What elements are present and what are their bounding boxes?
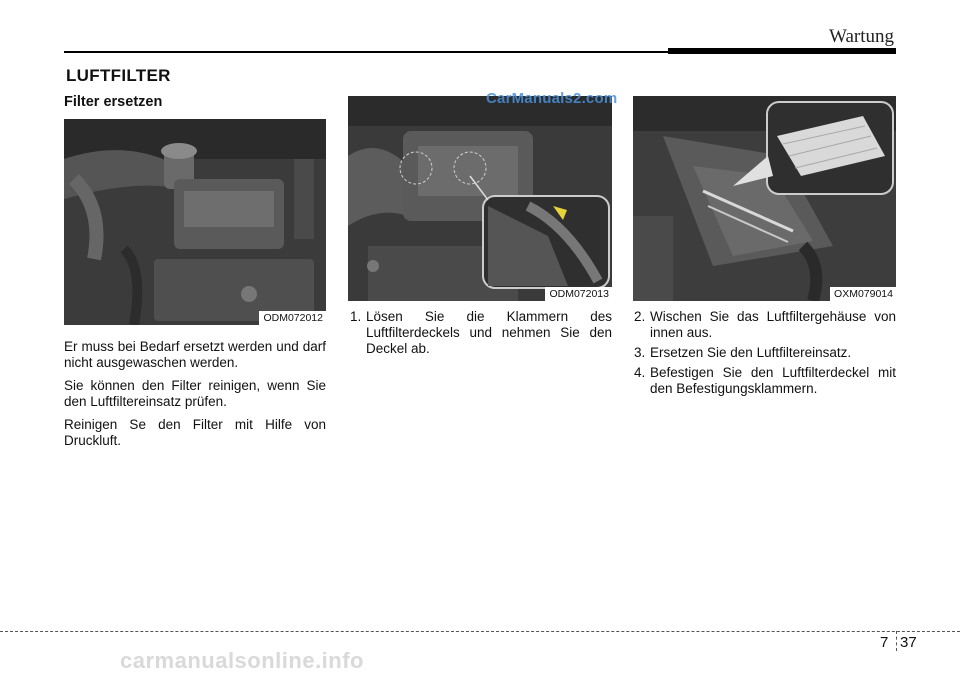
step-text: Wischen Sie das Luftfiltergehäuse von innen aus. [650,309,896,340]
chapter-number: 7 [880,634,889,651]
step-item [634,309,896,341]
step-number: 1. [350,309,362,324]
filter-housing-illustration [633,96,896,301]
figure-label: OXM079014 [830,287,896,301]
header-rule [64,51,668,53]
figure-filter-cover-clamps [348,96,612,301]
page-number: 37 [900,634,917,651]
header-rule-accent [668,48,896,54]
column-1-text [64,339,326,456]
watermark-top[interactable]: CarManuals2.com [486,90,618,107]
chapter-title: Wartung [829,26,894,47]
step-item [350,309,612,357]
figure-engine-bay [64,119,326,325]
step-text: Lösen Sie die Klammern des Luftfilterdeckels und nehmen Sie den Deckel ab. [366,309,612,356]
footer-rule [0,631,960,632]
engine-bay-illustration [64,119,326,325]
step-text: Befestigen Sie den Luftfilterdeckel mit den Befestigungsklammern. [650,365,896,396]
paragraph: Er muss bei Bedarf ersetzt werden und darf nicht ausgewaschen werden. [64,339,326,370]
figure-label: ODM072013 [545,287,612,301]
step-number: 3. [634,345,646,360]
figure-filter-housing [633,96,896,301]
column-2-steps [350,309,612,361]
footer-divider [896,631,897,651]
figure-label: ODM072012 [259,311,326,325]
step-item [634,345,896,361]
subsection-title: Filter ersetzen [64,94,163,110]
section-title: LUFTFILTER [66,66,171,85]
step-text: Ersetzen Sie den Luftfiltereinsatz. [650,345,852,360]
step-item [634,365,896,397]
watermark-bottom[interactable]: carmanualsonline.info [120,648,364,673]
step-number: 2. [634,309,646,324]
paragraph: Sie können den Filter reinigen, wenn Sie den Luftfiltereinsatz prüfen. [64,378,326,409]
column-3-steps [634,309,896,401]
filter-cover-illustration [348,96,612,301]
step-number: 4. [634,365,646,380]
paragraph: Reinigen Se den Filter mit Hilfe von Druckluft. [64,417,326,448]
